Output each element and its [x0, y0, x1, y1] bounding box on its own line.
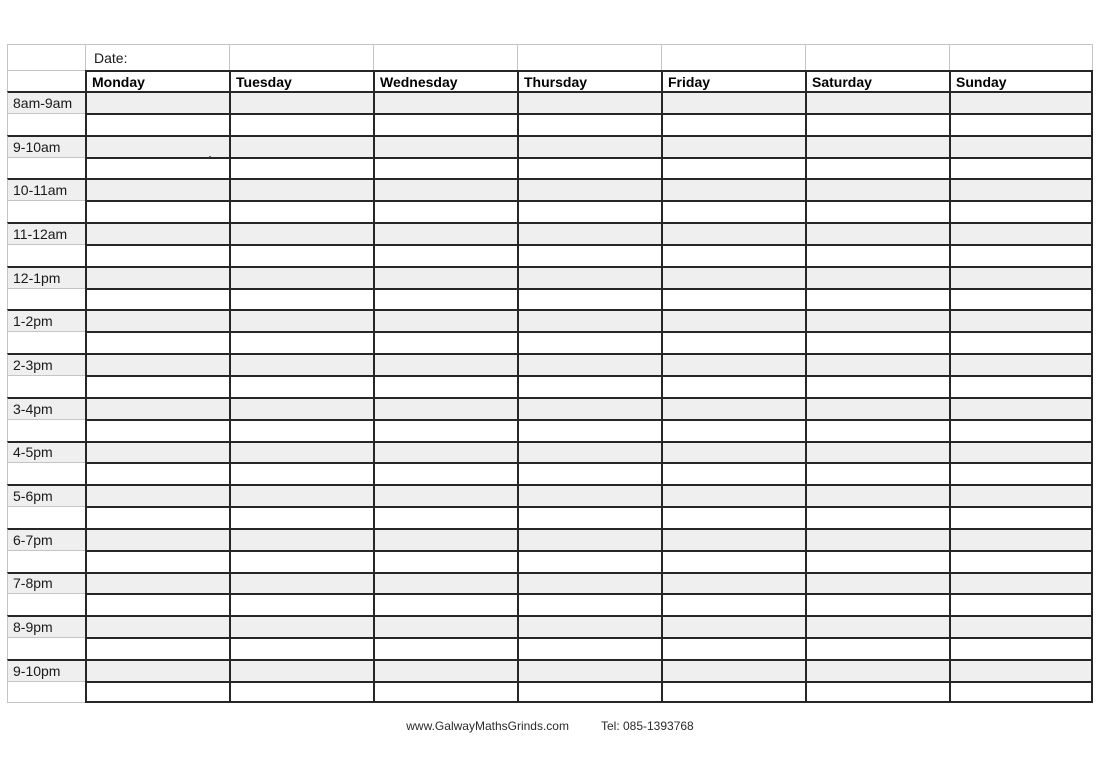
schedule-cell: [805, 200, 949, 222]
footer-website: www.GalwayMathsGrinds.com: [406, 719, 569, 733]
schedule-cell: [805, 266, 949, 288]
schedule-cell: [805, 91, 949, 113]
schedule-cell: [373, 288, 517, 310]
schedule-cell: [517, 462, 661, 484]
schedule-cell: [949, 353, 1093, 375]
day-header-thursday: Thursday: [517, 70, 661, 91]
schedule-cell: [229, 244, 373, 266]
time-label-1-2pm: 1-2pm: [7, 309, 85, 331]
schedule-cell: [85, 331, 229, 353]
schedule-cell: [229, 419, 373, 441]
schedule-cell: [661, 593, 805, 615]
schedule-cell: [949, 659, 1093, 681]
schedule-cell: [661, 266, 805, 288]
schedule-cell: [805, 637, 949, 659]
schedule-cell: [85, 135, 229, 157]
time-column-spacer-cell: [7, 113, 85, 135]
schedule-cell: [517, 353, 661, 375]
schedule-cell: [229, 550, 373, 572]
footer: [7, 719, 1093, 734]
schedule-cell: [373, 419, 517, 441]
schedule-cell: [949, 419, 1093, 441]
schedule-cell: [517, 331, 661, 353]
schedule-cell: [85, 419, 229, 441]
date-row-cell: [373, 44, 517, 70]
schedule-cell: [949, 91, 1093, 113]
schedule-cell: [229, 266, 373, 288]
schedule-cell: [517, 135, 661, 157]
schedule-cell: [949, 157, 1093, 179]
schedule-cell: [373, 484, 517, 506]
time-label-9-10pm: 9-10pm: [7, 659, 85, 681]
time-column-spacer-cell: [7, 157, 85, 179]
schedule-cell: [229, 637, 373, 659]
schedule-cell: [85, 288, 229, 310]
schedule-cell: [517, 266, 661, 288]
schedule-cell: [661, 550, 805, 572]
schedule-cell: [85, 91, 229, 113]
schedule-cell: [949, 441, 1093, 463]
schedule-cell: [661, 375, 805, 397]
day-header-sunday: Sunday: [949, 70, 1093, 91]
schedule-cell: [373, 550, 517, 572]
schedule-cell: [373, 375, 517, 397]
schedule-cell: [949, 375, 1093, 397]
schedule-cell: [805, 484, 949, 506]
schedule-cell: [229, 375, 373, 397]
schedule-cell: [85, 572, 229, 594]
schedule-cell: [949, 288, 1093, 310]
schedule-cell: [805, 681, 949, 703]
schedule-cell: [805, 178, 949, 200]
time-label-7-8pm: 7-8pm: [7, 572, 85, 594]
day-header-friday: Friday: [661, 70, 805, 91]
schedule-cell: [517, 593, 661, 615]
schedule-cell: [517, 113, 661, 135]
header-row-corner-cell: [7, 70, 85, 91]
schedule-cell: [85, 593, 229, 615]
schedule-cell: [805, 419, 949, 441]
date-row-cell: [229, 44, 373, 70]
schedule-cell: [373, 506, 517, 528]
schedule-cell: [661, 200, 805, 222]
schedule-cell: [229, 309, 373, 331]
schedule-cell: [373, 572, 517, 594]
schedule-cell: [949, 572, 1093, 594]
schedule-cell: [229, 484, 373, 506]
time-label-10-11am: 10-11am: [7, 178, 85, 200]
schedule-cell: [373, 135, 517, 157]
schedule-cell: [373, 222, 517, 244]
schedule-cell: [517, 659, 661, 681]
schedule-cell: [85, 353, 229, 375]
schedule-cell: [949, 528, 1093, 550]
schedule-cell: [85, 266, 229, 288]
schedule-cell: [373, 244, 517, 266]
schedule-cell: [805, 397, 949, 419]
schedule-cell: [85, 244, 229, 266]
schedule-cell: [661, 331, 805, 353]
schedule-cell: [949, 266, 1093, 288]
schedule-cell: [229, 135, 373, 157]
schedule-cell: [805, 331, 949, 353]
schedule-cell: [949, 615, 1093, 637]
schedule-cell: [229, 681, 373, 703]
date-row-cell: [805, 44, 949, 70]
schedule-cell: [661, 615, 805, 637]
time-column-spacer-cell: [7, 375, 85, 397]
date-row-cell: [517, 44, 661, 70]
time-column-spacer-cell: [7, 244, 85, 266]
schedule-cell: [805, 572, 949, 594]
schedule-cell: [229, 528, 373, 550]
schedule-cell: [661, 244, 805, 266]
schedule-cell: [517, 572, 661, 594]
schedule-cell: [373, 266, 517, 288]
time-label-9-10am: 9-10am: [7, 135, 85, 157]
schedule-cell: [229, 331, 373, 353]
schedule-cell: [229, 659, 373, 681]
schedule-cell: [229, 178, 373, 200]
time-label-3-4pm: 3-4pm: [7, 397, 85, 419]
schedule-cell: [949, 135, 1093, 157]
schedule-cell: [517, 441, 661, 463]
schedule-cell: [517, 157, 661, 179]
schedule-cell: [661, 288, 805, 310]
schedule-cell: [805, 222, 949, 244]
schedule-cell: [949, 484, 1093, 506]
schedule-cell: [949, 462, 1093, 484]
schedule-cell: [661, 572, 805, 594]
schedule-cell: [517, 528, 661, 550]
schedule-cell: [517, 484, 661, 506]
schedule-cell: [661, 178, 805, 200]
schedule-cell: [85, 157, 229, 179]
schedule-cell: [805, 375, 949, 397]
stray-mark: [209, 156, 211, 158]
schedule-cell: [373, 615, 517, 637]
schedule-cell: [229, 200, 373, 222]
schedule-cell: [85, 506, 229, 528]
schedule-cell: [85, 659, 229, 681]
schedule-cell: [229, 593, 373, 615]
date-row-corner-cell: [7, 44, 85, 70]
schedule-cell: [85, 113, 229, 135]
date-label-cell: Date:: [85, 44, 229, 70]
day-header-tuesday: Tuesday: [229, 70, 373, 91]
schedule-cell: [373, 441, 517, 463]
schedule-cell: [229, 91, 373, 113]
schedule-cell: [229, 397, 373, 419]
schedule-cell: [85, 375, 229, 397]
schedule-cell: [517, 309, 661, 331]
schedule-cell: [517, 550, 661, 572]
schedule-cell: [949, 309, 1093, 331]
time-label-2-3pm: 2-3pm: [7, 353, 85, 375]
schedule-cell: [805, 615, 949, 637]
schedule-cell: [805, 113, 949, 135]
schedule-cell: [229, 506, 373, 528]
time-column-spacer-cell: [7, 506, 85, 528]
schedule-cell: [373, 528, 517, 550]
schedule-cell: [517, 91, 661, 113]
schedule-cell: [229, 222, 373, 244]
schedule-cell: [805, 462, 949, 484]
schedule-cell: [949, 331, 1093, 353]
day-header-wednesday: Wednesday: [373, 70, 517, 91]
footer-phone: Tel: 085-1393768: [600, 719, 694, 733]
schedule-cell: [661, 484, 805, 506]
schedule-cell: [517, 200, 661, 222]
schedule-cell: [85, 462, 229, 484]
schedule-cell: [949, 113, 1093, 135]
schedule-cell: [517, 178, 661, 200]
schedule-cell: [85, 178, 229, 200]
time-column-spacer-cell: [7, 681, 85, 703]
schedule-cell: [661, 637, 805, 659]
schedule-cell: [517, 681, 661, 703]
schedule-cell: [805, 288, 949, 310]
schedule-cell: [229, 113, 373, 135]
time-label-5-6pm: 5-6pm: [7, 484, 85, 506]
schedule-cell: [949, 550, 1093, 572]
date-row-cell: [661, 44, 805, 70]
day-header-monday: Monday: [85, 70, 229, 91]
schedule-cell: [229, 462, 373, 484]
schedule-cell: [85, 637, 229, 659]
schedule-cell: [373, 353, 517, 375]
schedule-cell: [373, 178, 517, 200]
schedule-cell: [661, 506, 805, 528]
schedule-cell: [517, 397, 661, 419]
schedule-cell: [229, 615, 373, 637]
schedule-cell: [805, 659, 949, 681]
schedule-cell: [373, 637, 517, 659]
day-header-saturday: Saturday: [805, 70, 949, 91]
schedule-cell: [661, 113, 805, 135]
schedule-cell: [661, 462, 805, 484]
schedule-cell: [949, 637, 1093, 659]
schedule-cell: [805, 506, 949, 528]
schedule-cell: [373, 331, 517, 353]
timetable-grid: [7, 44, 1093, 703]
schedule-cell: [85, 222, 229, 244]
schedule-cell: [661, 441, 805, 463]
schedule-cell: [661, 419, 805, 441]
schedule-cell: [949, 178, 1093, 200]
schedule-cell: [373, 681, 517, 703]
schedule-cell: [661, 309, 805, 331]
schedule-cell: [949, 506, 1093, 528]
schedule-cell: [949, 681, 1093, 703]
time-label-12-1pm: 12-1pm: [7, 266, 85, 288]
schedule-cell: [661, 222, 805, 244]
time-column-spacer-cell: [7, 419, 85, 441]
time-label-8-9pm: 8-9pm: [7, 615, 85, 637]
schedule-cell: [949, 244, 1093, 266]
schedule-cell: [373, 200, 517, 222]
time-column-spacer-cell: [7, 200, 85, 222]
schedule-cell: [85, 484, 229, 506]
schedule-cell: [373, 397, 517, 419]
schedule-cell: [949, 593, 1093, 615]
date-row-cell: [949, 44, 1093, 70]
time-label-6-7pm: 6-7pm: [7, 528, 85, 550]
schedule-cell: [661, 681, 805, 703]
schedule-cell: [517, 375, 661, 397]
schedule-cell: [805, 528, 949, 550]
schedule-cell: [373, 157, 517, 179]
schedule-cell: [949, 200, 1093, 222]
schedule-cell: [517, 506, 661, 528]
schedule-cell: [85, 441, 229, 463]
schedule-cell: [85, 397, 229, 419]
schedule-cell: [85, 200, 229, 222]
schedule-cell: [661, 135, 805, 157]
time-column-spacer-cell: [7, 288, 85, 310]
schedule-cell: [805, 135, 949, 157]
schedule-cell: [661, 157, 805, 179]
time-column-spacer-cell: [7, 593, 85, 615]
schedule-cell: [661, 91, 805, 113]
schedule-cell: [85, 528, 229, 550]
schedule-cell: [661, 397, 805, 419]
schedule-cell: [949, 397, 1093, 419]
schedule-cell: [517, 615, 661, 637]
schedule-cell: [805, 157, 949, 179]
schedule-cell: [949, 222, 1093, 244]
schedule-cell: [373, 309, 517, 331]
schedule-cell: [373, 593, 517, 615]
time-column-spacer-cell: [7, 331, 85, 353]
schedule-cell: [229, 157, 373, 179]
schedule-cell: [85, 615, 229, 637]
schedule-cell: [373, 659, 517, 681]
schedule-cell: [517, 419, 661, 441]
schedule-cell: [373, 91, 517, 113]
schedule-cell: [517, 637, 661, 659]
schedule-cell: [661, 528, 805, 550]
schedule-cell: [229, 288, 373, 310]
schedule-cell: [661, 659, 805, 681]
schedule-cell: [517, 222, 661, 244]
schedule-cell: [373, 113, 517, 135]
time-label-11-12am: 11-12am: [7, 222, 85, 244]
time-column-spacer-cell: [7, 462, 85, 484]
schedule-cell: [805, 593, 949, 615]
schedule-cell: [373, 462, 517, 484]
schedule-cell: [805, 244, 949, 266]
schedule-cell: [229, 572, 373, 594]
schedule-cell: [85, 550, 229, 572]
schedule-cell: [805, 441, 949, 463]
schedule-cell: [229, 353, 373, 375]
schedule-cell: [517, 288, 661, 310]
schedule-cell: [517, 244, 661, 266]
schedule-cell: [229, 441, 373, 463]
schedule-cell: [661, 353, 805, 375]
schedule-cell: [805, 353, 949, 375]
time-label-8am-9am: 8am-9am: [7, 91, 85, 113]
time-label-4-5pm: 4-5pm: [7, 441, 85, 463]
time-column-spacer-cell: [7, 550, 85, 572]
schedule-cell: [805, 550, 949, 572]
schedule-cell: [85, 681, 229, 703]
time-column-spacer-cell: [7, 637, 85, 659]
schedule-cell: [805, 309, 949, 331]
schedule-cell: [85, 309, 229, 331]
